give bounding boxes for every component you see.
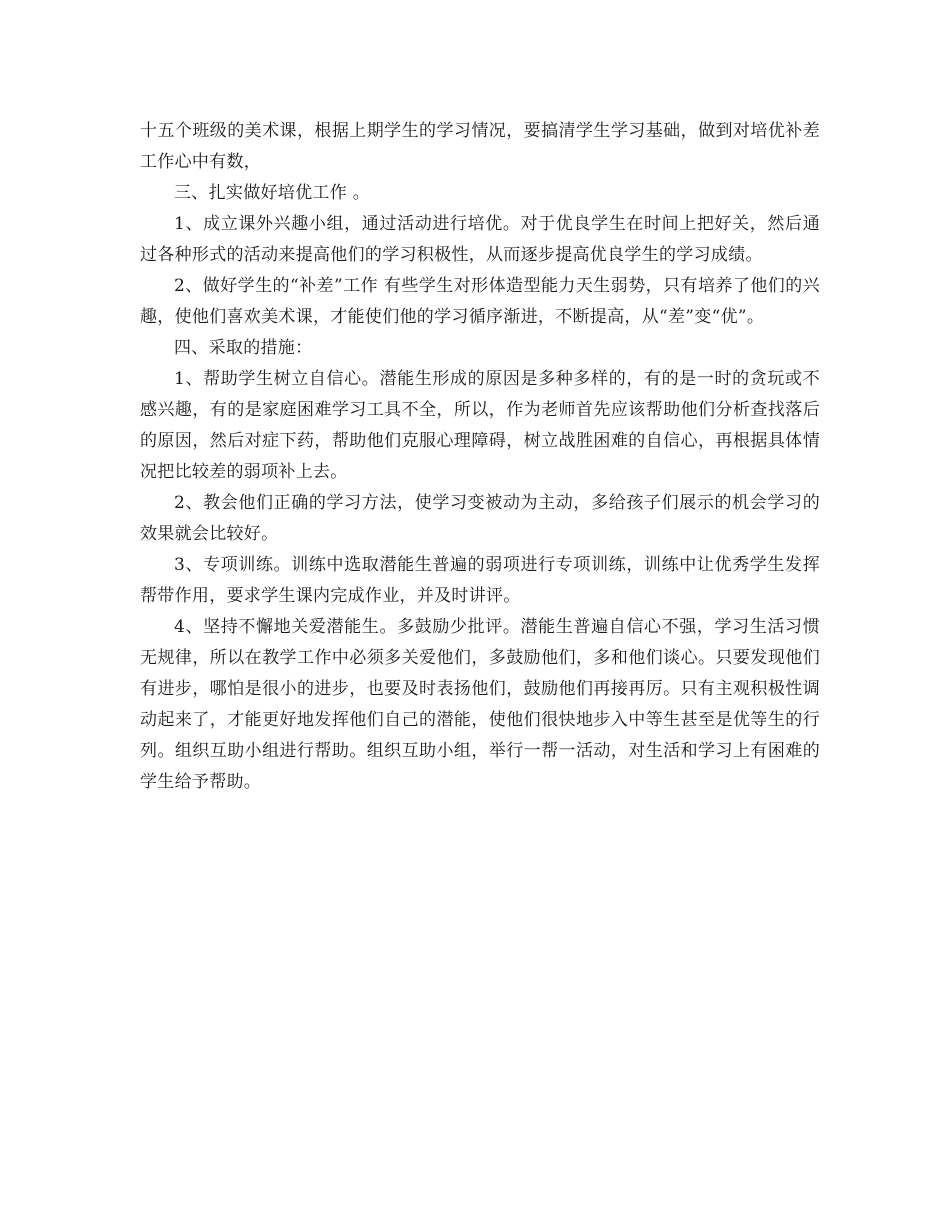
- measure-item-3: 3、专项训练。训练中选取潜能生普遍的弱项进行专项训练，训练中让优秀学生发挥帮带作用，要求学生课内完成作业，并及时讲评。: [140, 555, 820, 606]
- measure-item-2: 2、教会他们正确的学习方法，使学习变被动为主动，多给孩子们展示的机会学习的效果就会比较好。: [140, 493, 820, 544]
- section-heading-4: 四、采取的措施：: [174, 338, 313, 358]
- section-heading-3: 三、扎实做好培优工作 。: [174, 183, 371, 203]
- document-body: [140, 116, 820, 798]
- paragraph-item-1: 1、成立课外兴趣小组，通过活动进行培优。对于优良学生在时间上把好关，然后通过各种形式的活动来提高他们的学习积极性，从而逐步提高优良学生的学习成绩。: [140, 214, 820, 265]
- measure-item-4: 4、坚持不懈地关爱潜能生。多鼓励少批评。潜能生普遍自信心不强，学习生活习惯无规律，所以在教学工作中必须多关爱他们，多鼓励他们，多和他们谈心。只要发现他们有进步，哪怕是很小的进步，也要及时表扬他们，鼓励他们再接再厉。只有主观积极性调动起来了，才能更好地发挥他们自己的潜能，使他们很快地步入中等生甚至是优等生的行列。组织互助小组进行帮助。组织互助小组，举行一帮一活动，对生活和学习上有困难的学生给予帮助。: [140, 617, 820, 792]
- measure-item-1: 1、帮助学生树立自信心。潜能生形成的原因是多种多样的，有的是一时的贪玩或不感兴趣，有的是家庭困难学习工具不全，所以，作为老师首先应该帮助他们分析查找落后的原因，然后对症下药，帮助他们克服心理障碍，树立战胜困难的自信心，再根据具体情况把比较差的弱项补上去。: [140, 369, 820, 482]
- paragraph-item-2: 2、做好学生的“补差”工作 有些学生对形体造型能力天生弱势，只有培养了他们的兴趣，使他们喜欢美术课，才能使们他的学习循序渐进，不断提高，从“差”变“优”。: [140, 276, 820, 327]
- paragraph-continuation: 十五个班级的美术课，根据上期学生的学习情况，要搞清学生学习基础，做到对培优补差工作心中有数，: [140, 121, 820, 172]
